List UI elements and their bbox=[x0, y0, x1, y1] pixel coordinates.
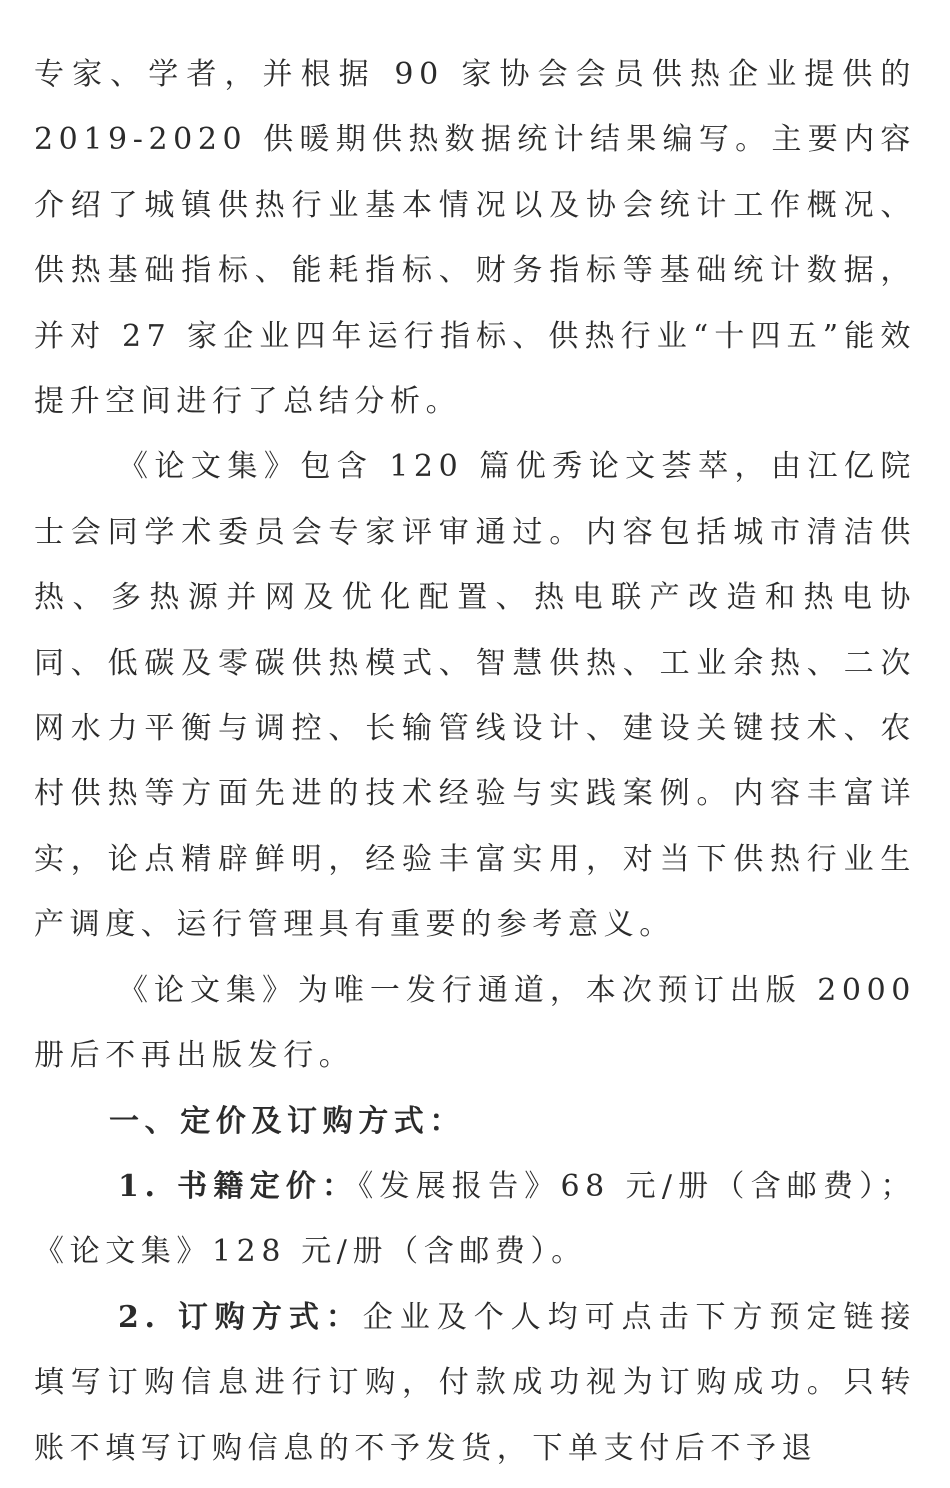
item-ordering-method-text: 企业及个人均可点击下方预定链接填写订购信息进行订购，付款成功视为订购成功。只转账不填写订购信息的不予发货，下单支付后不予退 bbox=[34, 1299, 917, 1466]
section-heading-pricing: 一、定价及订购方式： bbox=[109, 1103, 465, 1139]
paragraph-publishing-note: 《论文集》为唯一发行通道，本次预订出版 2000 册后不再出版发行。 bbox=[34, 972, 916, 1074]
paragraph-report-summary: 专家、学者，并根据 90 家协会会员供热企业提供的 2019-2020 供暖期供热数据统计结果编写。主要内容介绍了城镇供热行业基本情况以及协会统计工作概况、供热基础指标、能耗指标、财务指标等基础统计数据，并对 27 家企业四年运行指标、供热行业“十四五”能效提升空间进行了总结分析。 bbox=[34, 57, 916, 420]
item-ordering-method-label: 2. 订购方式： bbox=[118, 1299, 363, 1335]
item-book-pricing bbox=[34, 1154, 916, 1285]
item-ordering-method bbox=[34, 1285, 916, 1481]
item-book-pricing-label: 1. 书籍定价： bbox=[118, 1168, 359, 1204]
paragraph-collection-contents: 《论文集》包含 120 篇优秀论文荟萃，由江亿院士会同学术委员会专家评审通过。内容包括城市清洁供热、多热源并网及优化配置、热电联产改造和热电协同、低碳及零碳供热模式、智慧供热、工业余热、二次网水力平衡与调控、长输管线设计、建设关键技术、农村供热等方面先进的技术经验与实践案例。内容丰富详实，论点精辟鲜明，经验丰富实用，对当下供热行业生产调度、运行管理具有重要的参考意义。 bbox=[34, 449, 916, 943]
item-book-pricing-text: 《发展报告》68 元/册（含邮费）；《论文集》128 元/册（含邮费）。 bbox=[34, 1168, 917, 1270]
